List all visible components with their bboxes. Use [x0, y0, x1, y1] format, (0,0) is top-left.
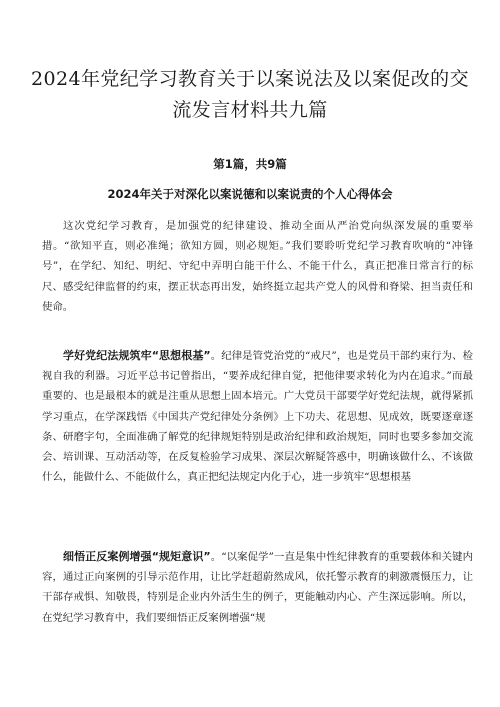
paragraph-content — [42, 547, 473, 628]
part-label: 第1篇，共9篇 — [213, 157, 287, 171]
paragraph-study-rules — [42, 346, 473, 487]
paragraph-case-study — [42, 547, 473, 628]
paragraph-lead-heading: 学好党纪法规筑牢“思想根基” — [63, 349, 211, 362]
section-title: 2024年关于对深化以案说德和以案说责的个人心得体会 — [107, 187, 393, 201]
document-title: 2024年党纪学习教育关于以案说法及以案促改的交流发言材料共九篇 — [31, 68, 469, 121]
paragraph-intro — [42, 216, 473, 317]
paragraph-content — [42, 346, 473, 487]
paragraph-text: 。纪律是管党治党的“戒尺”，也是党员干部约束行为、检视自我的利器。习近平总书记曾指出，“要养成纪律自觉，把他律要求转化为内在追求。”而最重要的、也是最根本的就是注重从思想上固本培元。广大党员干部要学好党纪法规，就得紧抓学习重点，在学深践悟《中国共产党纪律处分条例》上下功夫、花思想、见成效，既要逐章逐条、研磨字句，全面准确了解党的纪律规矩特别是政治纪律和政治规矩，同时也要多参加交流会、培训课、互动活动等，在反复检验学习成果、深层次解疑答惑中，明确该做什么、不该做什么，能做什么、不能做什么，真正把纪法规定内化于心，进一步筑牢“思想根基 — [42, 350, 473, 484]
paragraph-lead-heading: 细悟正反案例增强“规矩意识” — [63, 550, 211, 563]
paragraph-text: 。“以案促学”一直是集中性纪律教育的重要载体和关键内容，通过正向案例的引导示范作用，让比学赶超蔚然成风，依托警示教育的刺激震慑压力，让干部存戒惧、知敬畏，特别是企业内外活生生的例子，更能触动内心、产生深远影响。所以，在党纪学习教育中，我们要细悟正反案例增强“规 — [42, 551, 473, 624]
paragraph-text: 这次党纪学习教育，是加强党的纪律建设、推动全面从严治党向纵深发展的重要举措。“欲知平直，则必准绳；欲知方圆，则必规矩。”我们要聆听党纪学习教育吹响的“冲锋号”，在学纪、知纪、明纪、守纪中弄明白能干什么、不能干什么，真正把准日常言行的标尺、感受纪律监督的约束，摆正状态再出发，始终挺立起共产党人的风骨和脊梁、担当责任和使命。 — [42, 220, 473, 313]
